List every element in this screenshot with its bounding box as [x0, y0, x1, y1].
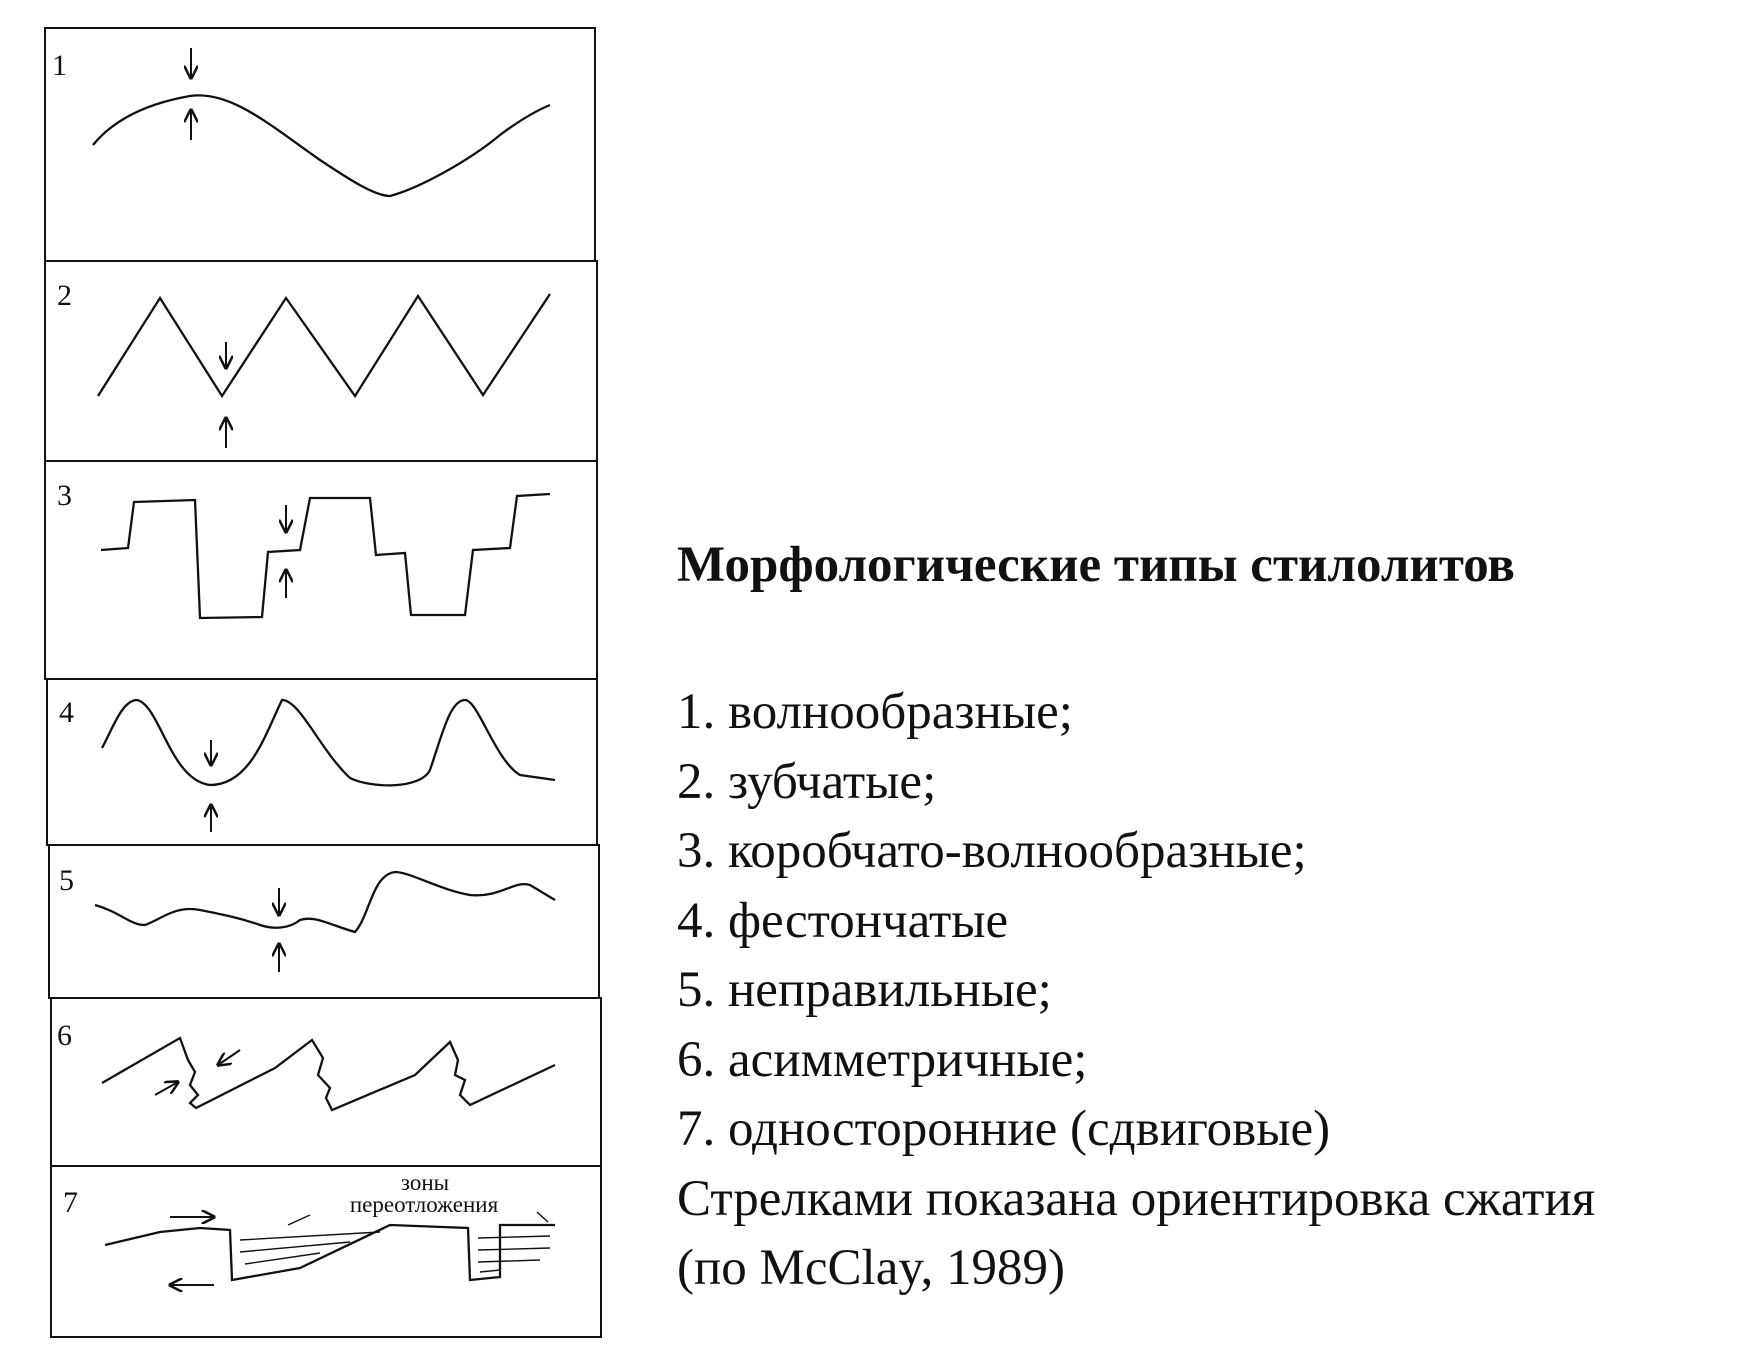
- panel-number-3: 3: [57, 479, 72, 512]
- caption-item-2: 2. зубчатые;: [677, 753, 937, 810]
- panel-3-frame: [45, 461, 597, 679]
- panel-number-7: 7: [63, 1186, 78, 1219]
- compression-arrow-down-left: [218, 1050, 240, 1065]
- zone-label-top: зоны: [400, 1170, 450, 1195]
- stylolite-irregular: [95, 872, 555, 932]
- zone-label-bottom: переотложения: [349, 1192, 499, 1217]
- caption-item-5: 5. неправильные;: [677, 962, 1052, 1018]
- caption-item-1: 1. волнообразные;: [677, 684, 1073, 740]
- stylolite-sutured: [98, 294, 550, 396]
- figure-caption: [677, 535, 1737, 1304]
- redeposition-zone-1: [240, 1232, 550, 1272]
- panel-number-2: 2: [57, 279, 72, 312]
- caption-note: Стрелками показана ориентировка сжатия: [677, 1170, 1596, 1227]
- caption-title: Морфологические типы стилолитов: [677, 537, 1515, 593]
- panel-number-4: 4: [59, 696, 74, 729]
- stylolite-box-wave: [101, 494, 550, 618]
- caption-source: (по McClay, 1989): [677, 1240, 1066, 1296]
- stylolite-festoon: [102, 700, 555, 785]
- caption-item-7: 7. односторонние (сдвиговые): [677, 1101, 1331, 1157]
- label-leader-right: [537, 1212, 548, 1222]
- stylolite-asymmetric: [102, 1038, 555, 1110]
- label-leader-left: [288, 1215, 310, 1225]
- caption-item-4: 4. фестончатые: [677, 892, 1009, 949]
- panel-number-6: 6: [57, 1019, 72, 1052]
- caption-item-3: 3. коробчато-волнообразные;: [677, 823, 1307, 879]
- panel-number-1: 1: [52, 49, 67, 82]
- panel-number-5: 5: [59, 864, 74, 897]
- stylolite-drawing: [0, 0, 640, 1362]
- panel-2-frame: [45, 261, 597, 461]
- caption-item-6: 6. асимметричные;: [677, 1031, 1088, 1088]
- compression-arrow-up-right: [155, 1082, 178, 1095]
- stylolite-wave: [93, 95, 550, 196]
- panel-1-frame: [45, 28, 595, 261]
- panel-7-frame: [51, 1166, 601, 1337]
- stylolite-figure: [0, 0, 640, 1362]
